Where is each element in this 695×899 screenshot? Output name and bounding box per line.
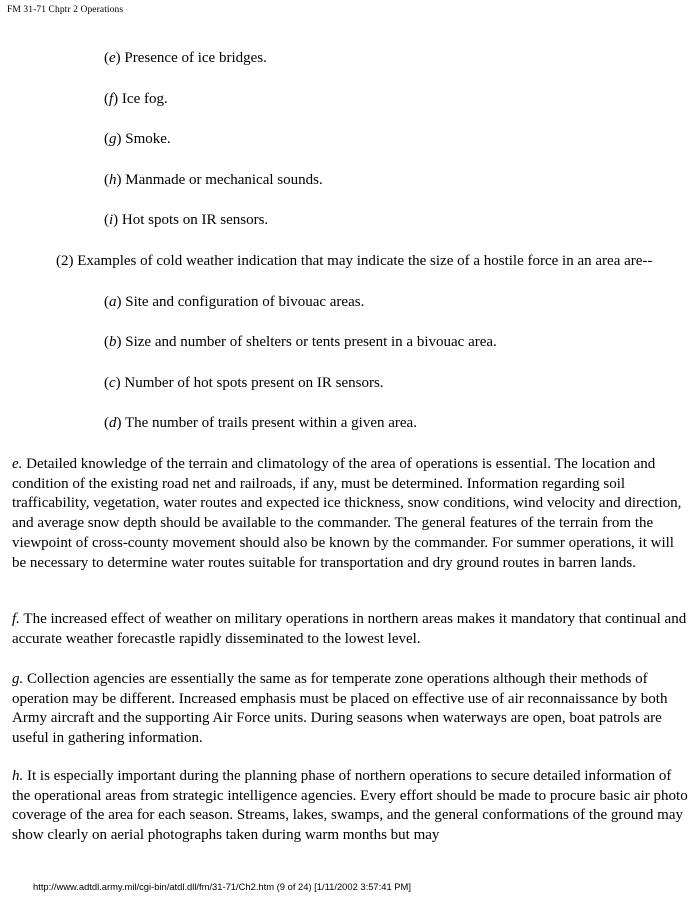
item-label: g bbox=[109, 131, 117, 147]
list-item: (f) Ice fog. bbox=[104, 91, 168, 107]
list-item: (e) Presence of ice bridges. bbox=[104, 50, 267, 66]
item-text: The number of trails present within a given area. bbox=[124, 415, 417, 431]
list-item: (a) Site and configuration of bivouac areas. bbox=[104, 294, 365, 310]
list-item: (b) Size and number of shelters or tents present in a bivouac area. bbox=[104, 334, 497, 350]
paragraph bbox=[12, 767, 688, 846]
paragraph-label: g. bbox=[12, 671, 24, 687]
item-text: Number of hot spots present on IR sensors. bbox=[124, 375, 384, 391]
item-label: b bbox=[109, 334, 117, 350]
item-label: h bbox=[109, 172, 117, 188]
item-text: Size and number of shelters or tents present in a bivouac area. bbox=[125, 334, 497, 350]
item-label: e bbox=[109, 50, 116, 66]
item-text: Smoke. bbox=[125, 131, 171, 147]
paragraph bbox=[12, 455, 688, 573]
item-label: d bbox=[109, 415, 117, 431]
item-label: c bbox=[109, 375, 116, 391]
list-item: (d) The number of trails present within a given area. bbox=[104, 415, 417, 431]
paragraph-label: h. bbox=[12, 768, 24, 784]
paragraph-label: f. bbox=[12, 611, 20, 627]
list-item: (c) Number of hot spots present on IR sensors. bbox=[104, 375, 384, 391]
list-item: (i) Hot spots on IR sensors. bbox=[104, 212, 269, 228]
item-text: Ice fog. bbox=[121, 91, 168, 107]
paragraph-text: It is especially important during the planning phase of northern operations to secure detailed information of the operational areas from strategic intelligence agencies. Every effort should be made to procure basic air photo coverage of the area for each season. Streams, lakes, swamps, and the general conformations of the ground may show clearly on aerial photographs taken during warm months but may bbox=[12, 768, 688, 844]
paragraph-label: e. bbox=[12, 456, 23, 472]
paragraph bbox=[12, 670, 688, 749]
paragraph-text: Collection agencies are essentially the same as for temperate zone operations although their methods of operation may be different. Increased emphasis must be placed on effective use of air reconnaissance by both Army aircraft and the supporting Air Force units. During seasons when waterways are open, boat patrols are useful in gathering information. bbox=[12, 671, 668, 747]
paragraph-text: The increased effect of weather on military operations in northern areas makes it mandatory that continual and accurate weather forecastle rapidly disseminated to the lowest level. bbox=[12, 611, 687, 647]
page-footer-url: http://www.adtdl.army.mil/cgi-bin/atdl.dll/fm/31-71/Ch2.htm (9 of 24) [1/11/2002 3:57:41 PM] bbox=[33, 881, 411, 892]
page-header: FM 31-71 Chptr 2 Operations bbox=[7, 5, 124, 15]
paragraph-text: Detailed knowledge of the terrain and climatology of the area of operations is essential. The location and condition of the existing road net and railroads, if any, must be determined. Information regarding soil trafficability, vegetation, water routes and expected ice thickness, snow conditions, wind velocity and direction, and average snow depth should be available to the commander. The general features of the terrain from the viewpoint of cross-county movement should also be known by the commander. For summer operations, it will be necessary to determine water routes suitable for transportation and dry ground routes in barren lands. bbox=[12, 456, 682, 571]
list-item: (g) Smoke. bbox=[104, 131, 171, 147]
item-text: Site and configuration of bivouac areas. bbox=[125, 294, 365, 310]
paragraph bbox=[12, 610, 688, 649]
item-text: Presence of ice bridges. bbox=[124, 50, 267, 66]
item-label: a bbox=[109, 294, 117, 310]
item-text: Hot spots on IR sensors. bbox=[121, 212, 269, 228]
item-label: i bbox=[109, 212, 114, 228]
item-text: Manmade or mechanical sounds. bbox=[125, 172, 323, 188]
list-item: (h) Manmade or mechanical sounds. bbox=[104, 172, 323, 188]
numbered-item: (2) Examples of cold weather indication that may indicate the size of a hostile force in an area are-- bbox=[56, 253, 653, 269]
item-label: f bbox=[109, 91, 114, 107]
